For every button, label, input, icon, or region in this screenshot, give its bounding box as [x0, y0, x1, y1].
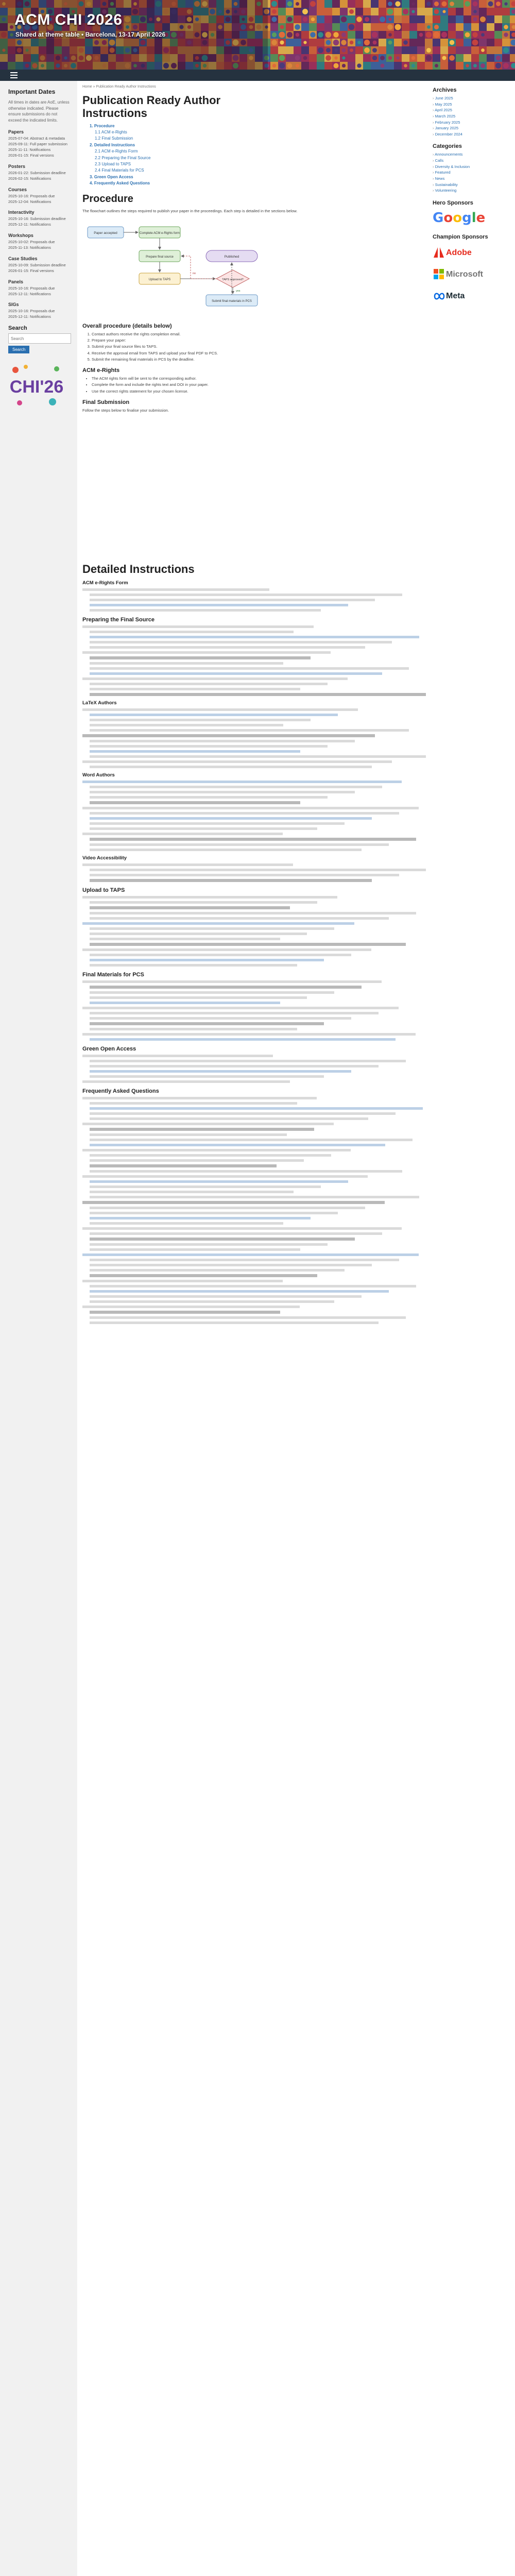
- text-line: [90, 827, 317, 830]
- text-line: [90, 1028, 297, 1030]
- flow-pcs-label: Submit final materials in PCS: [212, 299, 252, 303]
- text-line: [82, 1201, 385, 1204]
- text-line: [90, 817, 372, 820]
- date-group-title: Courses: [8, 187, 27, 192]
- date-line: 2025-12-11: Notifications: [8, 222, 51, 227]
- text-line: [90, 724, 283, 726]
- text-line: [90, 1038, 396, 1041]
- text-line: [90, 986, 362, 989]
- text-line: [90, 1264, 372, 1266]
- date-group: [8, 302, 70, 320]
- procedure-heading: Procedure: [82, 193, 133, 205]
- text-line: [90, 1128, 314, 1131]
- date-group: [8, 279, 70, 297]
- flow-source-label: Prepare final source: [146, 255, 174, 259]
- category-link[interactable]: › Diversity & Inclusion: [433, 164, 515, 170]
- text-line: [90, 1022, 324, 1025]
- text-line: [90, 1217, 311, 1219]
- text-line: [90, 662, 283, 665]
- category-link[interactable]: › Sustainability: [433, 182, 515, 188]
- text-line: [82, 588, 269, 591]
- final-submission-text: Follow the steps below to finalise your submission.: [82, 408, 169, 413]
- date-line: 2025-11-13: Notifications: [8, 245, 51, 250]
- text-line: [90, 1070, 351, 1073]
- toc-link[interactable]: 1.1 ACM e-Rights: [95, 129, 127, 134]
- rights-list: [82, 376, 425, 394]
- procedure-text: The flowchart outlines the steps required to publish your paper in the proceedings. Each step is detailed in the sections below.: [82, 208, 298, 213]
- text-line: [90, 1159, 304, 1162]
- important-dates-heading: Important Dates: [8, 88, 56, 95]
- text-line: [90, 1164, 277, 1167]
- date-line: 2025-12-11: Notifications: [8, 291, 51, 296]
- text-line: [90, 719, 311, 721]
- text-line: [90, 1191, 294, 1193]
- date-line: 2025-10-16: Proposals due: [8, 193, 55, 198]
- category-link[interactable]: › News: [433, 176, 515, 182]
- microsoft-icon: [434, 269, 444, 279]
- sponsor-meta-label: Meta: [446, 291, 465, 300]
- table-of-contents: [90, 123, 425, 187]
- text-line: [82, 1007, 399, 1009]
- text-line: [90, 1107, 423, 1110]
- text-line: [82, 734, 375, 737]
- text-line: [82, 1306, 300, 1308]
- flow-rights-label: Complete ACM e-Rights form: [139, 231, 180, 235]
- text-line: [90, 874, 399, 876]
- text-line: [90, 1185, 321, 1188]
- text-line: [90, 964, 297, 967]
- text-line: [90, 938, 280, 940]
- text-line: [90, 1180, 348, 1183]
- text-line: [90, 796, 328, 799]
- text-line: [82, 1097, 317, 1099]
- procedure-step: 5. Submit the remaining final materials in PCS by the deadline.: [92, 357, 425, 362]
- text-line: [82, 1175, 368, 1178]
- site-title[interactable]: ACM CHI 2026: [14, 11, 123, 28]
- text-line: [90, 954, 351, 956]
- text-line: [82, 948, 371, 951]
- text-line: [90, 1300, 334, 1303]
- adobe-icon: [434, 247, 444, 258]
- text-line: [82, 833, 283, 835]
- overall-procedure-list: [82, 331, 425, 362]
- date-group-title: Panels: [8, 279, 24, 284]
- text-line: [82, 922, 354, 925]
- date-group-title: Posters: [8, 163, 26, 169]
- date-group: [8, 210, 70, 228]
- text-line: [90, 917, 389, 920]
- section-heading: Upload to TAPS: [82, 887, 125, 893]
- text-line: [90, 843, 389, 846]
- text-line: [90, 1017, 351, 1020]
- text-line: [90, 838, 416, 841]
- text-line: [90, 646, 365, 649]
- text-line: [82, 1033, 416, 1036]
- text-line: [90, 740, 355, 742]
- sponsor-meta-logo[interactable]: [433, 287, 515, 305]
- toc-link[interactable]: 2.2 Preparing the Final Source: [95, 155, 151, 160]
- text-line: [90, 1170, 402, 1173]
- text-line: [90, 822, 345, 825]
- toc-link[interactable]: 2.1 ACM e-Rights Form: [95, 149, 138, 154]
- svg-text:CHI'26: CHI'26: [9, 377, 64, 397]
- hamburger-menu-icon[interactable]: [10, 72, 18, 78]
- flow-done-label: Published: [224, 255, 239, 259]
- toc-link[interactable]: 3. Green Open Access: [90, 174, 133, 179]
- detailed-sections: [82, 580, 422, 1324]
- archive-link[interactable]: › January 2025: [433, 125, 515, 131]
- toc-link[interactable]: 2.4 Final Materials for PCS: [95, 168, 144, 173]
- text-line: [90, 1112, 396, 1115]
- text-line: [90, 1075, 324, 1078]
- text-line: [90, 927, 334, 930]
- flow-taps-label: Upload to TAPS: [148, 278, 171, 281]
- text-line: [90, 1248, 300, 1251]
- champion-sponsors-heading: Champion Sponsors: [433, 233, 488, 240]
- text-line: [90, 688, 300, 690]
- date-line: 2025-12-11: Notifications: [8, 314, 51, 319]
- text-line: [82, 1123, 334, 1125]
- text-line: [90, 1295, 362, 1298]
- sponsor-microsoft-logo[interactable]: [433, 266, 515, 283]
- date-group: [8, 233, 70, 251]
- text-line: [82, 708, 358, 711]
- text-line: [90, 1311, 280, 1314]
- flow-yes-label: yes: [236, 289, 241, 293]
- dates-note: All times in dates are AoE, unless otherwise indicated. Please ensure submissions do not exceed the indicated limits.: [8, 100, 70, 123]
- category-link[interactable]: › Calls: [433, 158, 515, 164]
- text-line: [90, 791, 355, 793]
- toc-link[interactable]: 4. Frequently Asked Questions: [90, 181, 150, 186]
- text-line: [90, 1222, 283, 1225]
- site-subtitle: Shared at theme table • Barcelona, 13-17 April 2026: [15, 31, 166, 38]
- text-line: [90, 1012, 379, 1014]
- text-line: [82, 1055, 273, 1057]
- category-link[interactable]: › Featured: [433, 170, 515, 176]
- section-heading: Word Authors: [82, 772, 115, 778]
- section-heading: Video Accessibility: [82, 855, 127, 861]
- breadcrumb[interactable]: Home » Publication Ready Author Instructions: [82, 85, 156, 89]
- text-line: [90, 599, 375, 601]
- flow-check-label: TAPS approved?: [222, 278, 244, 281]
- text-line: [90, 1060, 406, 1062]
- text-line: [90, 636, 419, 638]
- overall-procedure-heading: Overall procedure (details below): [82, 323, 172, 329]
- text-line: [90, 750, 300, 753]
- section-heading: Final Materials for PCS: [82, 972, 144, 978]
- procedure-step: 4. Receive the approval email from TAPS and upload your final PDF to PCS.: [92, 350, 425, 356]
- date-line: 2025-10-09: Submission deadline: [8, 262, 66, 267]
- sponsor-adobe-label: Adobe: [446, 248, 472, 257]
- text-line: [90, 801, 300, 804]
- text-line: [90, 959, 324, 961]
- final-submission-heading: Final Submission: [82, 399, 130, 405]
- hero-sponsors-heading: Hero Sponsors: [433, 199, 473, 206]
- text-line: [90, 1243, 328, 1246]
- date-line: 2025-11-11: Notifications: [8, 147, 51, 152]
- archives-list: [433, 95, 515, 137]
- sponsor-google-logo[interactable]: Google: [433, 210, 486, 226]
- navigation-bar: [0, 70, 515, 81]
- toc-link[interactable]: 1. Procedure: [90, 123, 115, 128]
- rights-item: • The ACM rights form will be sent to the corresponding author.: [92, 376, 425, 381]
- date-group: [8, 164, 70, 182]
- categories-list: [433, 151, 515, 193]
- date-group-title: Papers: [8, 129, 24, 135]
- text-line: [90, 1144, 385, 1146]
- sponsor-adobe-logo[interactable]: [433, 244, 515, 262]
- toc-link[interactable]: 2.3 Upload to TAPS: [95, 161, 131, 166]
- sponsor-microsoft-label: Microsoft: [446, 269, 483, 279]
- text-line: [90, 1259, 399, 1261]
- text-line: [90, 1274, 317, 1277]
- text-line: [90, 672, 382, 675]
- text-line: [82, 896, 337, 899]
- text-line: [90, 849, 362, 851]
- procedure-step: 3. Submit your final source files to TAPS.: [92, 344, 425, 349]
- text-line: [90, 594, 402, 596]
- procedure-flowchart: [82, 219, 278, 312]
- text-line: [90, 641, 392, 643]
- section-heading: Green Open Access: [82, 1046, 136, 1052]
- text-line: [90, 766, 372, 768]
- date-line: 2025-07-04: Abstract & metadata: [8, 136, 65, 141]
- text-line: [90, 869, 426, 871]
- text-line: [90, 1232, 382, 1235]
- text-line: [90, 1290, 389, 1293]
- date-group-title: Workshops: [8, 233, 33, 239]
- text-line: [90, 879, 372, 882]
- date-line: 2026-01-15: Final versions: [8, 268, 54, 273]
- rights-item: • Use the correct rights statement for your chosen license.: [92, 388, 425, 394]
- text-line: [90, 812, 399, 815]
- date-line: 2026-02-15: Notifications: [8, 176, 52, 181]
- date-group-title: Case Studies: [8, 256, 38, 261]
- date-group: [8, 187, 70, 205]
- text-line: [90, 609, 321, 612]
- section-heading: ACM e-Rights Form: [82, 580, 128, 586]
- section-heading: LaTeX Authors: [82, 700, 117, 706]
- archive-link[interactable]: › March 2025: [433, 113, 515, 120]
- text-line: [82, 980, 382, 983]
- archive-link[interactable]: › December 2024: [433, 131, 515, 138]
- page-title: Publication Ready Author Instructions: [82, 94, 221, 120]
- procedure-step: 1. Contact authors receive the rights completion email.: [92, 331, 425, 337]
- text-line: [82, 863, 293, 866]
- text-line: [90, 1316, 406, 1319]
- section-heading: Preparing the Final Source: [82, 617, 154, 623]
- text-line: [90, 1207, 365, 1209]
- category-link[interactable]: › Announcements: [433, 151, 515, 158]
- text-line: [90, 996, 307, 999]
- procedure-step: 2. Prepare your paper:: [92, 337, 425, 343]
- text-line: [90, 943, 406, 946]
- text-line: [90, 1154, 331, 1157]
- detailed-heading: Detailed Instructions: [82, 563, 195, 575]
- date-line: 2025-12-04: Notifications: [8, 199, 52, 204]
- text-line: [82, 1149, 351, 1151]
- search-heading: Search: [8, 325, 27, 332]
- text-line: [82, 651, 331, 654]
- archive-link[interactable]: › February 2025: [433, 120, 515, 126]
- search-button[interactable]: Search: [8, 346, 29, 353]
- toc-link[interactable]: 2. Detailed Instructions: [90, 142, 135, 147]
- text-line: [82, 807, 419, 809]
- site-header: [0, 0, 515, 70]
- text-line: [90, 901, 317, 904]
- categories-heading: Categories: [433, 143, 462, 150]
- meta-infinity-icon: [434, 293, 445, 300]
- rights-item: • Complete the form and include the rights text and DOI in your paper.: [92, 382, 425, 387]
- text-line: [82, 760, 392, 763]
- text-line: [90, 912, 416, 914]
- text-line: [90, 1117, 368, 1120]
- text-line: [90, 656, 311, 659]
- toc-link[interactable]: 1.2 Final Submission: [95, 136, 133, 141]
- text-line: [90, 1321, 379, 1324]
- text-line: [82, 1080, 290, 1083]
- text-line: [90, 729, 409, 732]
- date-line: 2026-01-22: Submission deadline: [8, 170, 66, 175]
- text-line: [90, 786, 382, 788]
- text-line: [90, 1065, 379, 1067]
- date-group: [8, 256, 70, 274]
- text-line: [90, 1238, 355, 1241]
- flow-start-label: Paper accepted: [94, 231, 117, 235]
- text-line: [82, 625, 314, 628]
- text-line: [90, 631, 294, 633]
- archive-link[interactable]: › May 2025: [433, 101, 515, 108]
- date-line: 2025-09-11: Full paper submission: [8, 142, 67, 147]
- text-line: [82, 1253, 419, 1256]
- date-group-title: Interactivity: [8, 210, 35, 215]
- main-content: [82, 81, 425, 416]
- flow-no-label: no: [193, 272, 196, 275]
- text-line: [90, 693, 426, 696]
- text-line: [90, 991, 334, 994]
- section-heading: Frequently Asked Questions: [82, 1088, 159, 1094]
- text-line: [90, 1102, 297, 1105]
- text-line: [90, 1269, 345, 1272]
- text-line: [90, 1196, 419, 1198]
- category-link[interactable]: › Volunteering: [433, 188, 515, 194]
- text-line: [90, 683, 328, 685]
- date-line: 2026-01-15: Final versions: [8, 153, 54, 158]
- text-line: [82, 1227, 402, 1230]
- text-line: [90, 604, 348, 606]
- rights-heading: ACM e-Rights: [82, 367, 120, 374]
- text-line: [82, 677, 348, 680]
- text-line: [90, 755, 426, 758]
- text-line: [90, 933, 307, 935]
- search-input[interactable]: [8, 333, 71, 344]
- date-line: 2025-10-02: Proposals due: [8, 240, 55, 245]
- date-groups: [8, 129, 70, 320]
- detailed-instructions: [82, 556, 422, 1327]
- chi-logo: [8, 361, 65, 410]
- text-line: [90, 714, 338, 716]
- archive-link[interactable]: › June 2025: [433, 95, 515, 101]
- left-sidebar: [0, 81, 77, 2576]
- text-line: [90, 667, 409, 670]
- text-line: [90, 1002, 280, 1004]
- date-line: 2025-10-16: Proposals due: [8, 285, 55, 291]
- text-line: [90, 745, 328, 748]
- text-line: [90, 1212, 338, 1214]
- text-line: [90, 1133, 287, 1136]
- archives-heading: Archives: [433, 87, 457, 93]
- right-sidebar: [433, 81, 515, 309]
- archive-link[interactable]: › April 2025: [433, 107, 515, 113]
- text-line: [82, 1280, 283, 1282]
- text-line: [90, 1139, 413, 1141]
- text-line: [90, 906, 290, 909]
- text-line: [82, 781, 402, 783]
- date-group: [8, 129, 70, 159]
- date-group-title: SIGs: [8, 302, 19, 308]
- date-line: 2025-10-16: Proposals due: [8, 309, 55, 314]
- date-line: 2025-10-16: Submission deadline: [8, 216, 66, 222]
- text-line: [90, 1285, 416, 1287]
